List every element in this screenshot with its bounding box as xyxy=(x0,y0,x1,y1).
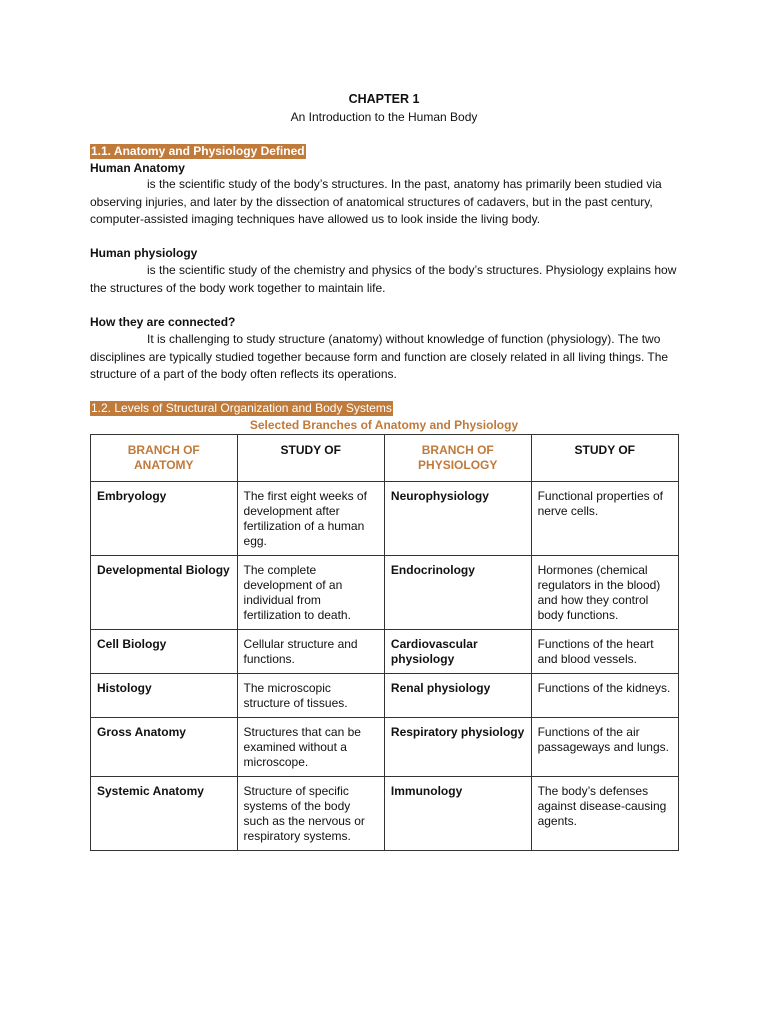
physiology-study-cell: Functional properties of nerve cells. xyxy=(531,482,678,556)
physiology-study-cell: Functions of the heart and blood vessels. xyxy=(531,630,678,674)
physiology-branch-cell: Endocrinology xyxy=(384,556,531,630)
anatomy-study-cell: Structures that can be examined without a microscope. xyxy=(237,718,384,777)
section-heading-1-1: 1.1. Anatomy and Physiology Defined xyxy=(91,144,305,158)
paragraph-human-physiology: is the scientific study of the chemistry and physics of the body’s structures. Physiology explains how the structures of the body work together to maintain life. xyxy=(90,263,677,295)
physiology-branch-cell: Immunology xyxy=(384,777,531,851)
term-how-connected: How they are connected? xyxy=(90,315,236,329)
physiology-study-cell: Functions of the kidneys. xyxy=(531,674,678,718)
table-header-row xyxy=(91,435,679,482)
header-branch-of-physiology: BRANCH OF PHYSIOLOGY xyxy=(384,435,531,482)
physiology-branch-cell: Respiratory physiology xyxy=(384,718,531,777)
physiology-branch-cell: Cardiovascular physiology xyxy=(384,630,531,674)
anatomy-branch-cell: Histology xyxy=(91,674,238,718)
chapter-subtitle: An Introduction to the Human Body xyxy=(290,110,478,124)
anatomy-study-cell: The microscopic structure of tissues. xyxy=(237,674,384,718)
table-row xyxy=(91,482,679,556)
anatomy-study-cell: Structure of specific systems of the body such as the nervous or respiratory systems. xyxy=(237,777,384,851)
header-study-of-anatomy: STUDY OF xyxy=(237,435,384,482)
paragraph-how-connected: It is challenging to study structure (anatomy) without knowledge of function (physiology). The two disciplines are typically studied together because form and function are closely related in all living things. The structure of a part of the body often reflects its operations. xyxy=(90,332,669,381)
chapter-title: CHAPTER 1 xyxy=(348,92,420,106)
paragraph-human-anatomy: is the scientific study of the body’s structures. In the past, anatomy has primarily been studied via observing injuries, and later by the dissection of anatomical structures of cadavers, but in the past century, computer-assisted imaging techniques have allowed us to look inside the living body. xyxy=(90,177,662,226)
header-study-of-physiology: STUDY OF xyxy=(531,435,678,482)
branches-table xyxy=(90,434,679,851)
table-caption: Selected Branches of Anatomy and Physiology xyxy=(249,418,519,432)
physiology-branch-cell: Neurophysiology xyxy=(384,482,531,556)
section-heading-1-2: 1.2. Levels of Structural Organization and Body Systems xyxy=(91,401,392,415)
term-human-physiology: Human physiology xyxy=(90,246,198,260)
table-row xyxy=(91,556,679,630)
anatomy-branch-cell: Gross Anatomy xyxy=(91,718,238,777)
physiology-study-cell: Functions of the air passageways and lungs. xyxy=(531,718,678,777)
table-row xyxy=(91,674,679,718)
anatomy-branch-cell: Developmental Biology xyxy=(91,556,238,630)
physiology-study-cell: The body’s defenses against disease-causing agents. xyxy=(531,777,678,851)
anatomy-branch-cell: Systemic Anatomy xyxy=(91,777,238,851)
anatomy-branch-cell: Cell Biology xyxy=(91,630,238,674)
anatomy-branch-cell: Embryology xyxy=(91,482,238,556)
table-row xyxy=(91,630,679,674)
anatomy-study-cell: The first eight weeks of development after fertilization of a human egg. xyxy=(237,482,384,556)
term-human-anatomy: Human Anatomy xyxy=(90,161,185,175)
anatomy-study-cell: Cellular structure and functions. xyxy=(237,630,384,674)
physiology-study-cell: Hormones (chemical regulators in the blood) and how they control body functions. xyxy=(531,556,678,630)
anatomy-study-cell: The complete development of an individual from fertilization to death. xyxy=(237,556,384,630)
header-branch-of-anatomy: BRANCH OF ANATOMY xyxy=(91,435,238,482)
table-row xyxy=(91,718,679,777)
table-row xyxy=(91,777,679,851)
physiology-branch-cell: Renal physiology xyxy=(384,674,531,718)
